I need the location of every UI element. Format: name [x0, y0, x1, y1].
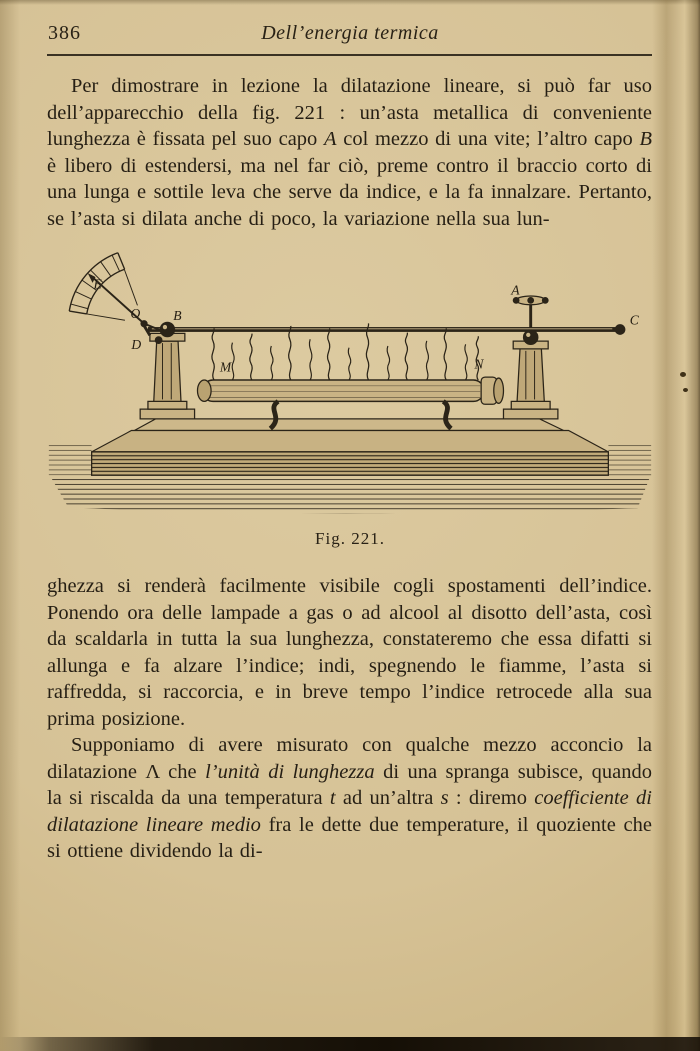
ink-speck: [683, 388, 688, 392]
figure-label-N: N: [474, 356, 484, 372]
figure-label-B: B: [173, 307, 182, 323]
figure-label-D: D: [131, 336, 142, 352]
paragraph-3: Supponiamo di avere misurato con qualche mezzo acconcio la dilatazione Λ che l’unità di lunghezza di una spranga subisce, quando la si riscalda da una temperatura t ad un’altra s : diremo coefficiente di dilatazione lineare medio fra le dette due temperature, il quoziente che si ottiene dividendo la di-: [47, 734, 653, 862]
figure-engraving: [33, 244, 667, 516]
page-header: [0, 0, 700, 49]
ink-speck: [680, 372, 686, 377]
page-edge-left: [0, 0, 20, 1051]
page-edge-bottom: [0, 1037, 700, 1051]
header-rule: [47, 54, 652, 56]
figure-label-A: A: [511, 282, 520, 298]
running-title: Dell’energia termica: [261, 22, 439, 44]
paragraph-2: ghezza si renderà facilmente visibile cogli spostamenti dell’indice. Ponendo ora delle lampade a gas o ad alcool al disotto dell’asta, così da scaldarla in tutta la sua lunghezza, constateremo che essa difatti si allunga e fa alzare l’indice; indi, spegnendo le fiamme, l’asta si raffredda, si raccorcia, e in breve tempo l’indice retrocede alla sua prima posizione.: [47, 575, 652, 730]
metal-rod: [148, 322, 625, 345]
right-stand: [503, 341, 557, 419]
figure-label-O: O: [130, 305, 141, 321]
base-slab: [92, 419, 609, 475]
paragraph-1: Per dimostrare in lezione la dilatazione lineare, si può far uso dell’apparecchio della fig. 221 : un’asta metallica di conveniente lunghezza è fissata pel suo capo A col mezzo di una vite; l’altro capo B è libero di estendersi, ma nel far ciò, preme contro il braccio corto di una lunga e sottile leva che serve da indice, e la fa innalzare. Pertanto, se l’asta si dilata anche di poco, la variazione nella sua lun-: [47, 75, 652, 230]
figure-label-C: C: [629, 312, 639, 328]
page-number: 386: [48, 22, 81, 44]
figure-caption: Fig. 221.: [315, 529, 385, 548]
figure-221: [32, 244, 668, 549]
left-stand: [140, 333, 194, 418]
figure-label-M: M: [219, 359, 232, 375]
figure-label-E: E: [93, 276, 102, 292]
